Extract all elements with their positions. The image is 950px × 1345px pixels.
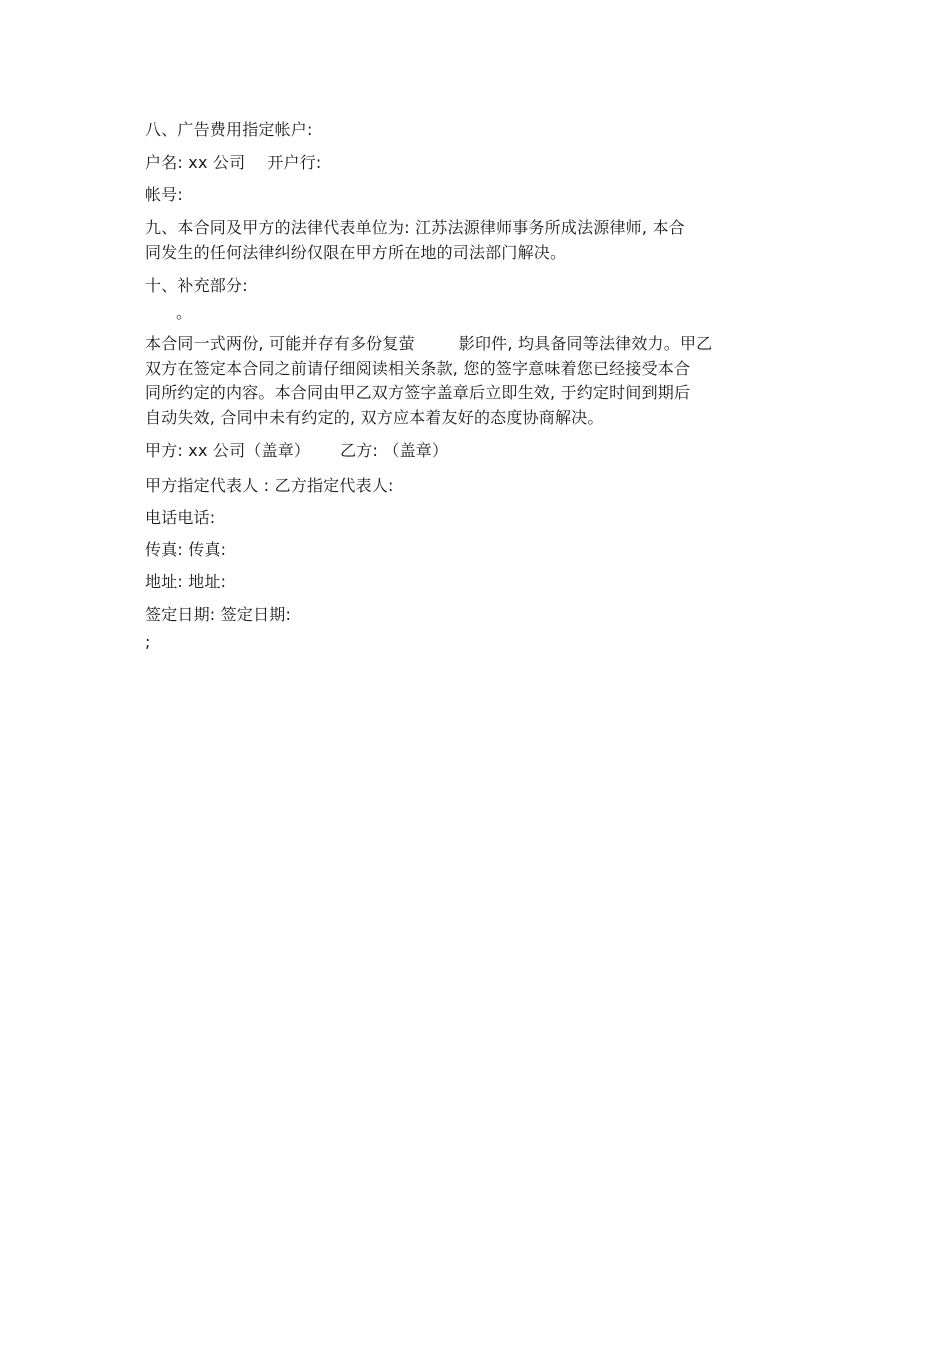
parties-line xyxy=(145,439,448,463)
section-8-heading: 八、广告费用指定帐户: xyxy=(145,120,313,139)
terms-line-1-part-b: 影印件, 均具备同等法律效力。甲乙 xyxy=(458,334,713,353)
representatives-line: 甲方指定代表人 : 乙方指定代表人: xyxy=(145,476,394,495)
account-name-line xyxy=(145,151,322,175)
terms-line-2: 双方在签定本合同之前请仔细阅读相关条款, 您的签字意味着您已经接受本合 xyxy=(145,359,691,378)
sign-date-line: 签定日期: 签定日期: xyxy=(145,605,292,624)
section-9-line-2: 同发生的任何法律纠纷仅限在甲方所在地的司法部门解决。 xyxy=(145,243,567,262)
terms-line-1 xyxy=(145,332,712,356)
phone-line: 电话电话: xyxy=(145,508,216,527)
terms-line-4: 自动失效, 合同中未有约定的, 双方应本着友好的态度协商解决。 xyxy=(145,408,604,427)
section-9-line-1: 九、本合同及甲方的法律代表单位为: 江苏法源律师事务所成法源律师, 本合 xyxy=(145,218,685,237)
account-number-label: 帐号: xyxy=(145,185,183,204)
terms-line-3: 同所约定的内容。本合同由甲乙双方签字盖章后立即生效, 于约定时间到期后 xyxy=(145,383,691,402)
end-mark: ; xyxy=(145,632,151,651)
bank-label: 开户行: xyxy=(267,153,322,172)
section-10-mark: 。 xyxy=(176,303,193,322)
terms-line-1-part-a: 本合同一式两份, 可能并存有多份复萤 xyxy=(145,334,415,353)
section-10-heading: 十、补充部分: xyxy=(145,276,248,295)
account-name: 户名: xx 公司 xyxy=(145,153,246,172)
address-line: 地址: 地址: xyxy=(145,572,227,591)
party-b-seal: 乙方: （盖章） xyxy=(340,441,449,460)
fax-line: 传真: 传真: xyxy=(145,540,227,559)
party-a-seal: 甲方: xx 公司（盖章） xyxy=(145,441,311,460)
